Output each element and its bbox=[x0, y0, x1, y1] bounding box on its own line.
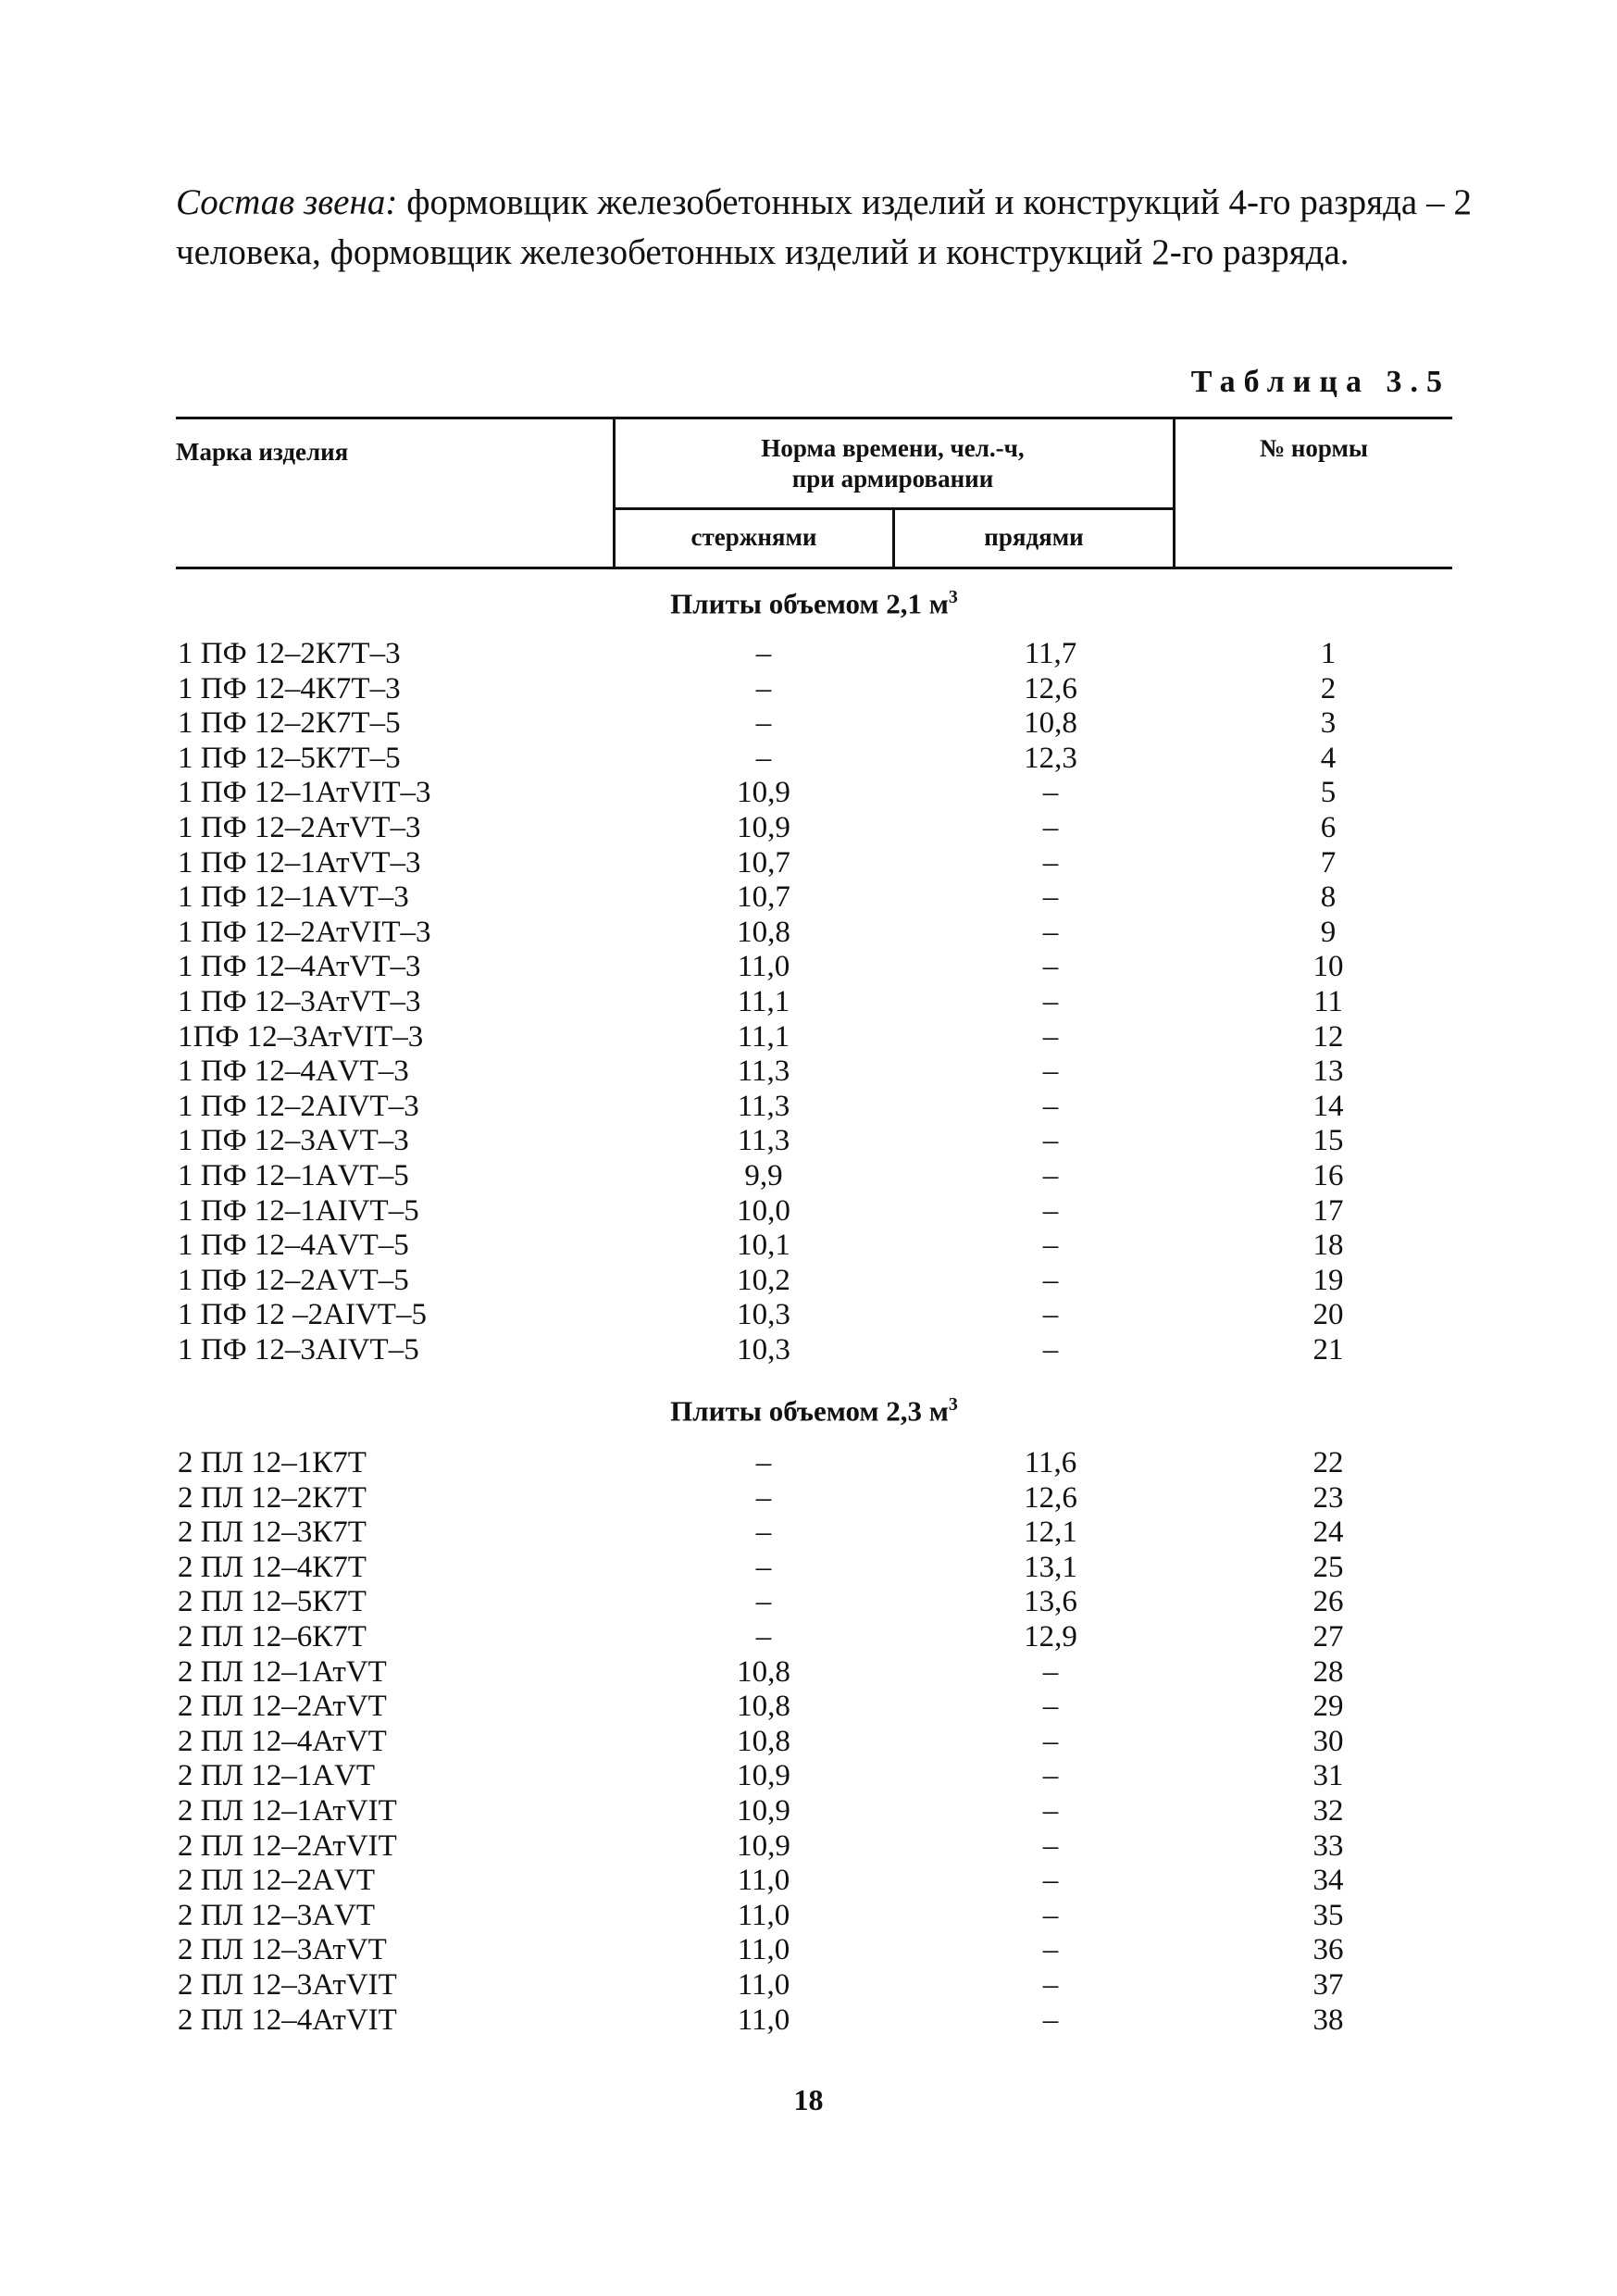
mark-cell: 2 ПЛ 12–2К7Т bbox=[178, 1480, 367, 1515]
strands-cell: – bbox=[1042, 1759, 1059, 1793]
strands-cell: – bbox=[1042, 810, 1059, 844]
intro-lead: Состав звена: bbox=[176, 182, 398, 222]
table-row bbox=[176, 1933, 1452, 1968]
norm-number-cell: 6 bbox=[1320, 810, 1337, 844]
strands-cell: – bbox=[1042, 1124, 1059, 1158]
mark-cell: 1 ПФ 12–4АтVТ–3 bbox=[178, 950, 421, 984]
rods-cell: 10,3 bbox=[737, 1298, 790, 1332]
strands-cell: 12,6 bbox=[1024, 1480, 1077, 1515]
header-norm-line2: при армировании bbox=[791, 465, 994, 493]
table-row bbox=[176, 1968, 1452, 2003]
mark-cell: 1 ПФ 12–2АтVТ–3 bbox=[178, 810, 421, 844]
norm-number-cell: 24 bbox=[1312, 1516, 1344, 1550]
mark-cell: 1 ПФ 12–2АтVIТ–3 bbox=[178, 915, 431, 949]
table-row bbox=[176, 1194, 1452, 1229]
table-row bbox=[176, 672, 1452, 707]
strands-cell: – bbox=[1042, 1898, 1059, 1932]
norm-number-cell: 28 bbox=[1312, 1654, 1344, 1689]
table-row bbox=[176, 1333, 1452, 1368]
norm-number-cell: 4 bbox=[1320, 741, 1337, 775]
rods-cell: 10,9 bbox=[737, 1828, 790, 1863]
rods-cell: 11,3 bbox=[737, 1054, 790, 1089]
rods-cell: 10,1 bbox=[737, 1229, 790, 1263]
table-row bbox=[176, 1725, 1452, 1760]
norm-number-cell: 38 bbox=[1312, 2003, 1344, 2037]
intro-paragraph bbox=[176, 178, 1472, 278]
mark-cell: 2 ПЛ 12–2АтVТ bbox=[178, 1690, 387, 1724]
strands-cell: – bbox=[1042, 1019, 1059, 1054]
strands-cell: – bbox=[1042, 915, 1059, 949]
table-row bbox=[176, 1020, 1452, 1055]
norm-number-cell: 23 bbox=[1312, 1480, 1344, 1515]
rods-cell: – bbox=[755, 1516, 772, 1550]
rods-cell: 11,3 bbox=[737, 1124, 790, 1158]
mark-cell: 1 ПФ 12–2К7Т–3 bbox=[178, 637, 401, 670]
strands-cell: – bbox=[1042, 1967, 1059, 2002]
strands-cell: – bbox=[1042, 1054, 1059, 1089]
rods-cell: 10,8 bbox=[737, 1690, 790, 1724]
table-row bbox=[176, 1899, 1452, 1934]
table-row bbox=[176, 1054, 1452, 1090]
table-row bbox=[176, 1794, 1452, 1829]
strands-cell: – bbox=[1042, 1654, 1059, 1689]
norm-number-cell: 30 bbox=[1312, 1724, 1344, 1758]
strands-cell: 11,7 bbox=[1024, 637, 1077, 670]
strands-cell: – bbox=[1042, 1229, 1059, 1263]
strands-cell: – bbox=[1042, 2003, 1059, 2037]
strands-cell: – bbox=[1042, 845, 1059, 880]
strands-cell: 13,1 bbox=[1024, 1550, 1077, 1584]
norm-number-cell: 9 bbox=[1320, 915, 1337, 949]
mark-cell: 2 ПЛ 12–6К7Т bbox=[178, 1619, 367, 1653]
norm-number-cell: 27 bbox=[1312, 1619, 1344, 1653]
rods-cell: 10,7 bbox=[737, 880, 790, 915]
table-row bbox=[176, 1159, 1452, 1194]
norm-number-cell: 10 bbox=[1312, 950, 1344, 984]
norm-number-cell: 19 bbox=[1312, 1263, 1344, 1297]
rods-cell: 10,8 bbox=[737, 915, 790, 949]
rods-cell: 11,3 bbox=[737, 1089, 790, 1123]
strands-cell: 12,3 bbox=[1024, 741, 1077, 775]
mark-cell: 2 ПЛ 12–3К7Т bbox=[178, 1516, 367, 1550]
table-row bbox=[176, 1759, 1452, 1794]
rods-cell: 10,8 bbox=[737, 1724, 790, 1758]
norm-number-cell: 34 bbox=[1312, 1864, 1344, 1898]
mark-cell: 1 ПФ 12–3АтVТ–3 bbox=[178, 984, 421, 1018]
strands-cell: 13,6 bbox=[1024, 1585, 1077, 1619]
rods-cell: 11,0 bbox=[737, 950, 790, 984]
norm-number-cell: 22 bbox=[1312, 1446, 1344, 1479]
page-number: 18 bbox=[793, 2083, 824, 2116]
strands-cell: 12,6 bbox=[1024, 671, 1077, 705]
table-row bbox=[176, 1690, 1452, 1725]
table-row bbox=[176, 1446, 1452, 1481]
strands-cell: 12,9 bbox=[1024, 1619, 1077, 1653]
mark-cell: 2 ПЛ 12–3АтVТ bbox=[178, 1933, 387, 1967]
intro-text: формовщик железобетонных изделий и конструкций 4-го разряда – 2 человека, формовщик железобетонных изделий и конструкций 2-го разряда. bbox=[176, 182, 1472, 272]
mark-cell: 1 ПФ 12–2К7Т–5 bbox=[178, 706, 401, 741]
table-top-rule bbox=[176, 417, 1452, 419]
table-row bbox=[176, 985, 1452, 1020]
mark-cell: 1 ПФ 12–1АтVIТ–3 bbox=[178, 776, 431, 810]
header-norm-line1: Норма времени, чел.-ч, bbox=[761, 434, 1025, 462]
rods-cell: 10,8 bbox=[737, 1654, 790, 1689]
norm-number-cell: 36 bbox=[1312, 1933, 1344, 1967]
strands-cell: – bbox=[1042, 1864, 1059, 1898]
table-row bbox=[176, 1090, 1452, 1125]
strands-cell: – bbox=[1042, 776, 1059, 810]
table-row bbox=[176, 950, 1452, 985]
header-rods: стержнями bbox=[690, 523, 817, 551]
strands-cell: – bbox=[1042, 1690, 1059, 1724]
norm-number-cell: 3 bbox=[1320, 706, 1337, 741]
rods-cell: – bbox=[755, 1619, 772, 1653]
norm-number-cell: 25 bbox=[1312, 1550, 1344, 1584]
rods-cell: 10,9 bbox=[737, 776, 790, 810]
section-rows bbox=[176, 1446, 1452, 2038]
mark-cell: 2 ПЛ 12–4К7Т bbox=[178, 1550, 367, 1584]
norm-number-cell: 1 bbox=[1320, 637, 1337, 670]
rods-cell: 10,7 bbox=[737, 845, 790, 880]
mark-cell: 1 ПФ 12–4АVТ–3 bbox=[178, 1054, 409, 1089]
strands-cell: – bbox=[1042, 1933, 1059, 1967]
table-row bbox=[176, 1864, 1452, 1899]
section-title-text: Плиты объемом 2,3 м bbox=[670, 1394, 949, 1428]
section-title-sup: 3 bbox=[948, 1394, 958, 1415]
section-title-text: Плиты объемом 2,1 м bbox=[670, 587, 949, 620]
norm-number-cell: 18 bbox=[1312, 1229, 1344, 1263]
header-bottom-rule bbox=[176, 567, 1452, 569]
mark-cell: 1 ПФ 12–3АIVТ–5 bbox=[178, 1332, 419, 1366]
strands-cell: – bbox=[1042, 880, 1059, 915]
mark-cell: 1 ПФ 12–4АVТ–5 bbox=[178, 1229, 409, 1263]
table-caption: Таблица 3.5 bbox=[1190, 365, 1450, 399]
table-row bbox=[176, 811, 1452, 846]
rods-cell: 11,1 bbox=[737, 984, 790, 1018]
mark-cell: 1 ПФ 12–2АIVТ–3 bbox=[178, 1089, 419, 1123]
strands-cell: – bbox=[1042, 1793, 1059, 1828]
table-row bbox=[176, 776, 1452, 811]
rods-cell: 10,0 bbox=[737, 1193, 790, 1228]
rods-cell: 11,0 bbox=[737, 1898, 790, 1932]
table-row bbox=[176, 1585, 1452, 1620]
mark-cell: 2 ПЛ 12–1АVТ bbox=[178, 1759, 376, 1793]
table-row bbox=[176, 916, 1452, 951]
mark-cell: 2 ПЛ 12–1К7Т bbox=[178, 1446, 367, 1479]
rods-cell: 10,9 bbox=[737, 1793, 790, 1828]
mark-cell: 1 ПФ 12–3АVТ–3 bbox=[178, 1124, 409, 1158]
mark-cell: 2 ПЛ 12–3АтVIТ bbox=[178, 1967, 397, 2002]
norms-table bbox=[176, 417, 1452, 2037]
rods-cell: 10,9 bbox=[737, 810, 790, 844]
strands-cell: – bbox=[1042, 1263, 1059, 1297]
strands-cell: – bbox=[1042, 950, 1059, 984]
strands-cell: – bbox=[1042, 1158, 1059, 1192]
section-title bbox=[176, 587, 1452, 620]
table-row bbox=[176, 1516, 1452, 1551]
mark-cell: 1 ПФ 12–1АтVТ–3 bbox=[178, 845, 421, 880]
rods-cell: – bbox=[755, 1446, 772, 1479]
rods-cell: – bbox=[755, 637, 772, 670]
rods-cell: 9,9 bbox=[744, 1158, 783, 1192]
rods-cell: 11,0 bbox=[737, 2003, 790, 2037]
mark-cell: 2 ПЛ 12–3АVТ bbox=[178, 1898, 376, 1932]
strands-cell: – bbox=[1042, 1089, 1059, 1123]
norm-number-cell: 15 bbox=[1312, 1124, 1344, 1158]
strands-cell: – bbox=[1042, 1828, 1059, 1863]
strands-cell: 12,1 bbox=[1024, 1516, 1077, 1550]
mark-cell: 2 ПЛ 12–1АтVIТ bbox=[178, 1793, 397, 1828]
norm-number-cell: 11 bbox=[1313, 984, 1343, 1018]
mark-cell: 1ПФ 12–3АтVIТ–3 bbox=[178, 1019, 424, 1054]
table-row bbox=[176, 846, 1452, 881]
norm-number-cell: 26 bbox=[1312, 1585, 1344, 1619]
norm-number-cell: 7 bbox=[1320, 845, 1337, 880]
table-row bbox=[176, 1229, 1452, 1264]
mark-cell: 1 ПФ 12 –2АIVТ–5 bbox=[178, 1298, 427, 1332]
rods-cell: 10,3 bbox=[737, 1332, 790, 1366]
strands-cell: – bbox=[1042, 984, 1059, 1018]
strands-cell: – bbox=[1042, 1298, 1059, 1332]
norm-number-cell: 13 bbox=[1312, 1054, 1344, 1089]
mark-cell: 2 ПЛ 12–1АтVТ bbox=[178, 1654, 387, 1689]
mark-cell: 1 ПФ 12–1АVТ–3 bbox=[178, 880, 409, 915]
table-row bbox=[176, 637, 1452, 672]
strands-cell: 10,8 bbox=[1024, 706, 1077, 741]
rods-cell: 11,1 bbox=[737, 1019, 790, 1054]
header-mark: Марка изделия bbox=[176, 438, 349, 466]
norm-number-cell: 31 bbox=[1312, 1759, 1344, 1793]
mark-cell: 2 ПЛ 12–2АтVIТ bbox=[178, 1828, 397, 1863]
norm-number-cell: 37 bbox=[1312, 1967, 1344, 2002]
norm-number-cell: 17 bbox=[1312, 1193, 1344, 1228]
norm-number-cell: 12 bbox=[1312, 1019, 1344, 1054]
norm-number-cell: 29 bbox=[1312, 1690, 1344, 1724]
table-row bbox=[176, 1298, 1452, 1333]
mark-cell: 1 ПФ 12–1АIVТ–5 bbox=[178, 1193, 419, 1228]
section-title-sup: 3 bbox=[948, 587, 958, 607]
norm-number-cell: 16 bbox=[1312, 1158, 1344, 1192]
mark-cell: 1 ПФ 12–2АVТ–5 bbox=[178, 1263, 409, 1297]
norm-number-cell: 8 bbox=[1320, 880, 1337, 915]
norm-number-cell: 14 bbox=[1312, 1089, 1344, 1123]
mark-cell: 2 ПЛ 12–2АVТ bbox=[178, 1864, 376, 1898]
table-row bbox=[176, 742, 1452, 777]
rods-cell: 11,0 bbox=[737, 1864, 790, 1898]
table-row bbox=[176, 1124, 1452, 1159]
mark-cell: 1 ПФ 12–1АVТ–5 bbox=[178, 1158, 409, 1192]
table-row bbox=[176, 1264, 1452, 1299]
strands-cell: – bbox=[1042, 1332, 1059, 1366]
rods-cell: – bbox=[755, 1480, 772, 1515]
norm-number-cell: 5 bbox=[1320, 776, 1337, 810]
rods-cell: 11,0 bbox=[737, 1933, 790, 1967]
rods-cell: – bbox=[755, 1585, 772, 1619]
rods-cell: – bbox=[755, 671, 772, 705]
rods-cell: – bbox=[755, 1550, 772, 1584]
table-row bbox=[176, 2003, 1452, 2039]
table-row bbox=[176, 1655, 1452, 1691]
table-row bbox=[176, 1620, 1452, 1655]
norm-number-cell: 21 bbox=[1312, 1332, 1344, 1366]
strands-cell: 11,6 bbox=[1024, 1446, 1077, 1479]
norm-number-cell: 35 bbox=[1312, 1898, 1344, 1932]
mark-cell: 2 ПЛ 12–5К7Т bbox=[178, 1585, 367, 1619]
section-title bbox=[176, 1394, 1452, 1428]
norm-number-cell: 20 bbox=[1312, 1298, 1344, 1332]
norm-number-cell: 2 bbox=[1320, 671, 1337, 705]
rods-cell: – bbox=[755, 706, 772, 741]
section-rows bbox=[176, 637, 1452, 1367]
table-row bbox=[176, 1829, 1452, 1865]
header-number: № нормы bbox=[1259, 434, 1369, 462]
rods-cell: 11,0 bbox=[737, 1967, 790, 2002]
strands-cell: – bbox=[1042, 1724, 1059, 1758]
table-row bbox=[176, 706, 1452, 742]
mark-cell: 1 ПФ 12–4К7Т–3 bbox=[178, 671, 401, 705]
mark-cell: 2 ПЛ 12–4АтVIТ bbox=[178, 2003, 397, 2037]
norm-number-cell: 32 bbox=[1312, 1793, 1344, 1828]
table-row bbox=[176, 1551, 1452, 1586]
rods-cell: 10,2 bbox=[737, 1263, 790, 1297]
strands-cell: – bbox=[1042, 1193, 1059, 1228]
table-row bbox=[176, 1481, 1452, 1516]
mark-cell: 1 ПФ 12–5К7Т–5 bbox=[178, 741, 401, 775]
rods-cell: 10,9 bbox=[737, 1759, 790, 1793]
norm-number-cell: 33 bbox=[1312, 1828, 1344, 1863]
mark-cell: 2 ПЛ 12–4АтVТ bbox=[178, 1724, 387, 1758]
table-row bbox=[176, 880, 1452, 916]
rods-cell: – bbox=[755, 741, 772, 775]
header-strands: прядями bbox=[984, 523, 1084, 551]
